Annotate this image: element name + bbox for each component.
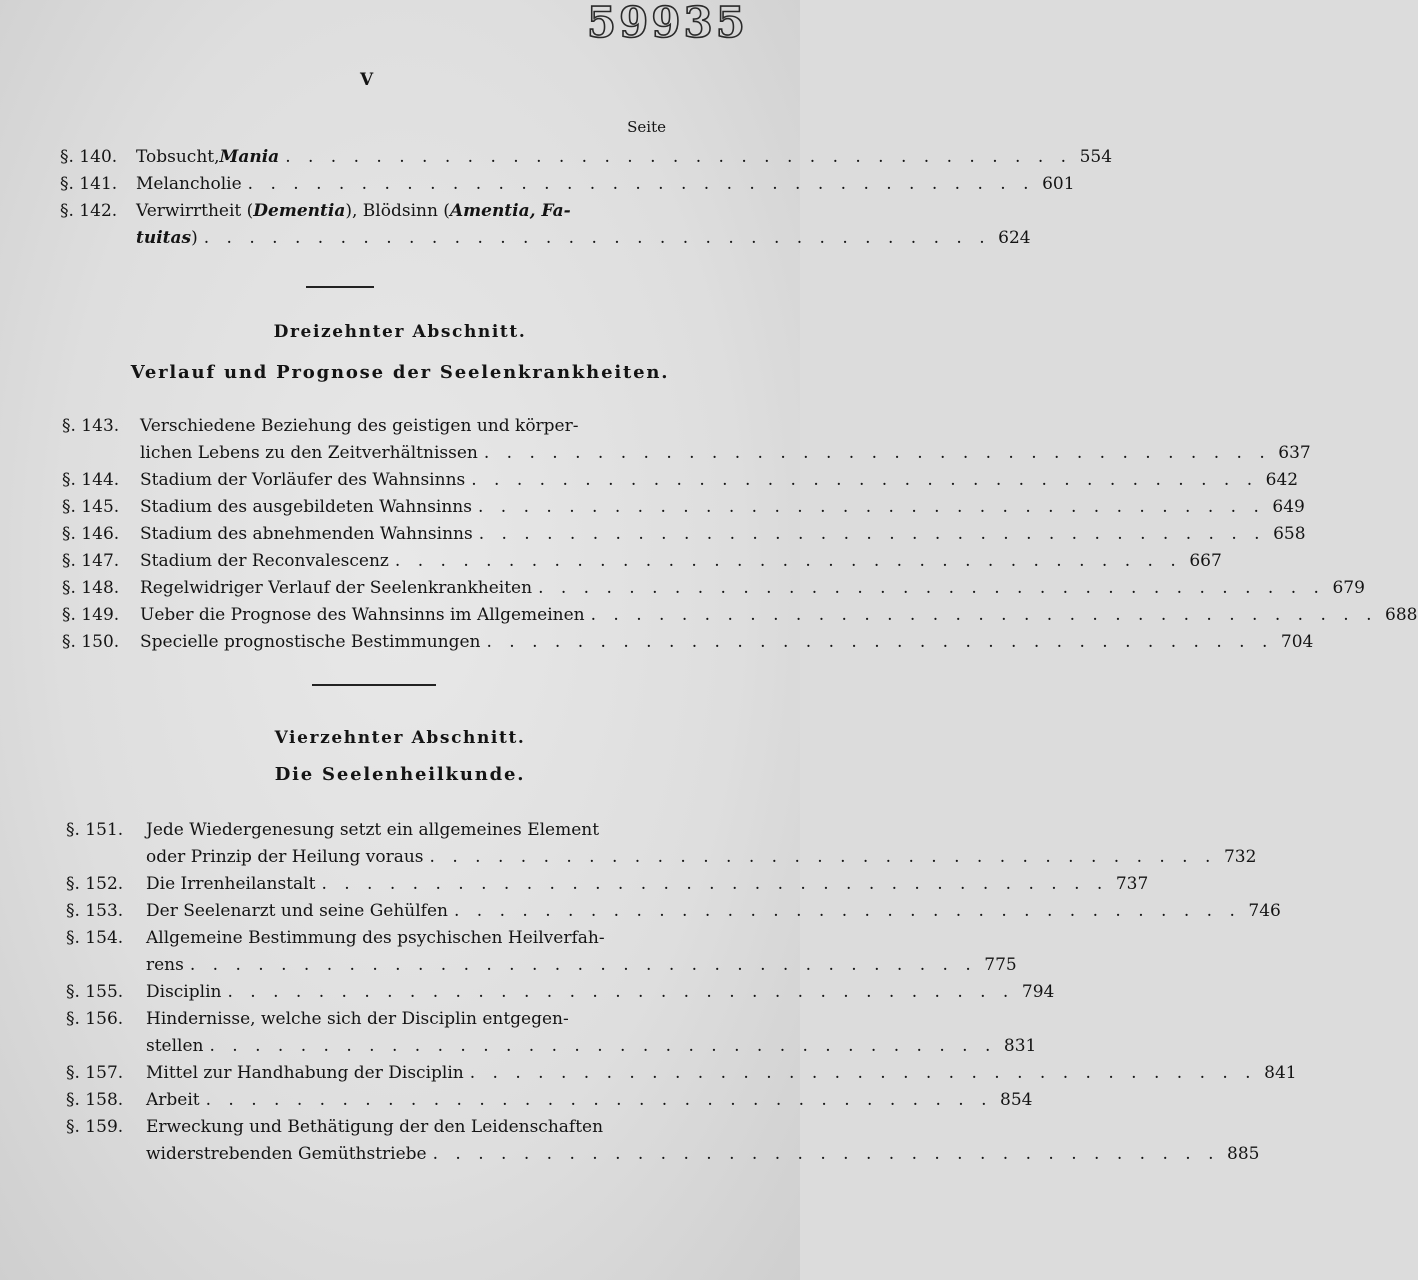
- toc-entry-line: [136, 226, 1031, 253]
- toc-entry: [62, 414, 1311, 468]
- toc-entry-line: [146, 1088, 1033, 1115]
- toc-entry: [62, 522, 1306, 549]
- page-number: 732: [1223, 847, 1257, 867]
- entry-title-text: Ueber die Prognose des Wahnsinns im Allgemeinen: [140, 605, 585, 625]
- paragraph-number: §. 145.: [62, 497, 120, 517]
- page-number: 841: [1264, 1063, 1297, 1083]
- paragraph-number: §. 159.: [66, 1117, 124, 1137]
- entry-title-text: ), Blödsinn (: [345, 201, 450, 221]
- toc-entry: [62, 603, 1418, 630]
- section-13-subtitle: Verlauf und Prognose der Seelenkrankheiten.: [130, 362, 670, 383]
- page-number: 794: [1021, 982, 1055, 1002]
- paragraph-number: §. 158.: [66, 1090, 124, 1110]
- page-number: 737: [1115, 874, 1149, 894]
- toc-entry-line: [136, 199, 668, 226]
- page-number: 637: [1278, 443, 1311, 463]
- toc-entry-line: [136, 172, 1075, 199]
- page-number: 679: [1332, 578, 1365, 598]
- toc-entry: [66, 926, 1017, 980]
- toc-entry: [66, 980, 1055, 1007]
- entry-title-text: ): [191, 228, 198, 248]
- paragraph-number: §. 144.: [62, 470, 120, 490]
- toc-entry-line: [140, 495, 1305, 522]
- page-number: 649: [1272, 497, 1305, 517]
- toc-entry-line: [146, 1061, 1297, 1088]
- toc-entry-line: [146, 845, 1257, 872]
- toc-entry-line: [140, 603, 1418, 630]
- toc-entry: [62, 468, 1299, 495]
- toc-entry: [66, 1061, 1297, 1088]
- toc-entry-line: [146, 926, 682, 953]
- dot-leader: . . . . . . . . . . . . . . . . . . . . . . . . . . . . . . . . . . .: [590, 605, 1378, 625]
- dot-leader: . . . . . . . . . . . . . . . . . . . . . . . . . . . . . . . . . . .: [247, 174, 1035, 194]
- page-number: 658: [1273, 524, 1306, 544]
- dot-leader: . . . . . . . . . . . . . . . . . . . . . . . . . . . . . . . . . . .: [189, 955, 977, 975]
- entry-title-text: lichen Lebens zu den Zeitverhältnissen: [140, 443, 478, 463]
- page-number: 688: [1385, 605, 1418, 625]
- paragraph-number: §. 154.: [66, 928, 124, 948]
- paragraph-number: §. 155.: [66, 982, 124, 1002]
- section-14-subtitle: Die Seelenheilkunde.: [274, 764, 526, 785]
- toc-entry: [62, 576, 1365, 603]
- entry-title-text: Arbeit: [146, 1090, 200, 1110]
- toc-entry-line: [146, 1115, 682, 1142]
- toc-entry: [66, 872, 1149, 899]
- page-number: 624: [998, 228, 1031, 248]
- seite-column-label: Seite: [627, 118, 666, 136]
- toc-entry-line: [146, 899, 1281, 926]
- page-number: 775: [984, 955, 1017, 975]
- paragraph-number: §. 141.: [60, 174, 118, 194]
- toc-entry: [62, 495, 1305, 522]
- toc-entry: [60, 172, 1075, 199]
- toc-entry-line: [140, 549, 1222, 576]
- dot-leader: . . . . . . . . . . . . . . . . . . . . . . . . . . . . . . . . . . .: [285, 147, 1073, 167]
- dot-leader: . . . . . . . . . . . . . . . . . . . . . . . . . . . . . . . . . . .: [321, 874, 1109, 894]
- toc-entry-line: [146, 1007, 682, 1034]
- dot-leader: . . . . . . . . . . . . . . . . . . . . . . . . . . . . . . . . . . .: [469, 1063, 1257, 1083]
- entry-title-text: Allgemeine Bestimmung des psychischen Heilverfah-: [146, 928, 605, 948]
- entry-title-italic: Dementia: [253, 201, 346, 221]
- page-number: 554: [1079, 147, 1113, 167]
- entry-title-italic: Mania: [219, 147, 280, 167]
- page-number: 885: [1227, 1144, 1260, 1164]
- dot-leader: . . . . . . . . . . . . . . . . . . . . . . . . . . . . . . . . . . .: [478, 524, 1266, 544]
- toc-entry: [62, 549, 1222, 576]
- toc-entry: [60, 199, 1031, 253]
- page-number: 704: [1280, 632, 1314, 652]
- entry-title-italic: Amentia, Fa-: [449, 201, 571, 221]
- entry-title-text: Mittel zur Handhabung der Disciplin: [146, 1063, 464, 1083]
- paragraph-number: §. 151.: [66, 820, 124, 840]
- toc-entry-line: [146, 953, 1017, 980]
- paragraph-number: §. 149.: [62, 605, 120, 625]
- dot-leader: . . . . . . . . . . . . . . . . . . . . . . . . . . . . . . . . . . .: [471, 470, 1259, 490]
- entry-title-text: Verschiedene Beziehung des geistigen und körper-: [140, 416, 579, 436]
- section-14-heading: Vierzehnter Abschnitt.: [274, 728, 526, 748]
- toc-entry-line: [146, 1142, 1260, 1169]
- paragraph-number: §. 153.: [66, 901, 124, 921]
- paragraph-number: §. 148.: [62, 578, 120, 598]
- entry-title-text: Jede Wiedergenesung setzt ein allgemeines Element: [146, 820, 600, 840]
- entry-title-text: Stadium der Vorläufer des Wahnsinns: [140, 470, 466, 490]
- entry-title-text: rens: [146, 955, 184, 975]
- entry-title-text: widerstrebenden Gemüthstriebe: [146, 1144, 427, 1164]
- toc-entry: [66, 1115, 1260, 1169]
- toc-entry-line: [146, 1034, 1037, 1061]
- paragraph-number: §. 157.: [66, 1063, 124, 1083]
- toc-entry-line: [146, 818, 682, 845]
- paragraph-number: §. 156.: [66, 1009, 124, 1029]
- toc-entry: [66, 1088, 1033, 1115]
- entry-title-text: oder Prinzip der Heilung voraus: [146, 847, 424, 867]
- dot-leader: . . . . . . . . . . . . . . . . . . . . . . . . . . . . . . . . . . .: [209, 1036, 997, 1056]
- entry-title-text: Regelwidriger Verlauf der Seelenkrankheiten: [140, 578, 533, 598]
- entry-title-text: Hindernisse, welche sich der Disciplin entgegen-: [146, 1009, 569, 1029]
- entry-title-text: Der Seelenarzt und seine Gehülfen: [146, 901, 448, 921]
- entry-title-text: Melancholie: [136, 174, 242, 194]
- divider-rule: [312, 684, 436, 686]
- entry-title-text: Tobsucht,: [136, 147, 220, 167]
- entry-title-text: Verwirrtheit (: [136, 201, 254, 221]
- toc-entry: [66, 1007, 1037, 1061]
- entry-title-text: Die Irrenheilanstalt: [146, 874, 316, 894]
- dot-leader: . . . . . . . . . . . . . . . . . . . . . . . . . . . . . . . . . . .: [205, 1090, 993, 1110]
- paragraph-number: §. 146.: [62, 524, 120, 544]
- dot-leader: . . . . . . . . . . . . . . . . . . . . . . . . . . . . . . . . . . .: [538, 578, 1325, 598]
- page-number: 746: [1248, 901, 1281, 921]
- toc-entry-line: [140, 414, 676, 441]
- page-number: 667: [1189, 551, 1222, 571]
- paragraph-number: §. 147.: [62, 551, 120, 571]
- dot-leader: . . . . . . . . . . . . . . . . . . . . . . . . . . . . . . . . . . .: [432, 1144, 1220, 1164]
- toc-entry-line: [140, 522, 1306, 549]
- section-13-heading: Dreizehnter Abschnitt.: [273, 322, 527, 342]
- toc-entry-line: [140, 576, 1365, 603]
- entry-title-text: Stadium der Reconvalescenz: [140, 551, 389, 571]
- paragraph-number: §. 142.: [60, 201, 118, 221]
- entry-title-text: stellen: [146, 1036, 204, 1056]
- page-number: 642: [1265, 470, 1299, 490]
- toc-entry: [66, 899, 1281, 926]
- entry-title-text: Stadium des abnehmenden Wahnsinns: [140, 524, 473, 544]
- dot-leader: . . . . . . . . . . . . . . . . . . . . . . . . . . . . . . . . . . .: [394, 551, 1182, 571]
- dot-leader: . . . . . . . . . . . . . . . . . . . . . . . . . . . . . . . . . . .: [453, 901, 1241, 921]
- toc-entry: [62, 630, 1314, 657]
- entry-title-text: Disciplin: [146, 982, 222, 1002]
- entry-title-italic: tuitas: [136, 228, 192, 248]
- divider-rule: [306, 286, 374, 288]
- paragraph-number: §. 152.: [66, 874, 124, 894]
- toc-entry-line: [146, 872, 1149, 899]
- entry-title-text: Erweckung und Bethätigung der den Leidenschaften: [146, 1117, 604, 1137]
- entry-title-text: Specielle prognostische Bestimmungen: [140, 632, 481, 652]
- page-number: 601: [1042, 174, 1075, 194]
- page-roman-numeral: V: [360, 70, 374, 90]
- paragraph-number: §. 140.: [60, 147, 118, 167]
- paragraph-number: §. 150.: [62, 632, 120, 652]
- toc-entry: [66, 818, 1257, 872]
- toc-entry: [60, 145, 1113, 172]
- entry-title-text: Stadium des ausgebildeten Wahnsinns: [140, 497, 472, 517]
- dot-leader: . . . . . . . . . . . . . . . . . . . . . . . . . . . . . . . . . . .: [227, 982, 1015, 1002]
- dot-leader: . . . . . . . . . . . . . . . . . . . . . . . . . . . . . . . . . . .: [203, 228, 991, 248]
- dot-leader: . . . . . . . . . . . . . . . . . . . . . . . . . . . . . . . . . . .: [477, 497, 1265, 517]
- dot-leader: . . . . . . . . . . . . . . . . . . . . . . . . . . . . . . . . . . .: [483, 443, 1271, 463]
- dot-leader: . . . . . . . . . . . . . . . . . . . . . . . . . . . . . . . . . . .: [486, 632, 1274, 652]
- paragraph-number: §. 143.: [62, 416, 120, 436]
- page-number: 854: [1000, 1090, 1033, 1110]
- toc-entry-line: [136, 145, 1113, 172]
- toc-entry-line: [140, 630, 1314, 657]
- toc-entry-line: [140, 468, 1299, 495]
- page-number: 831: [1003, 1036, 1037, 1056]
- library-stamp-number: 59935: [586, 0, 748, 47]
- toc-entry-line: [146, 980, 1055, 1007]
- toc-entry-line: [140, 441, 1311, 468]
- dot-leader: . . . . . . . . . . . . . . . . . . . . . . . . . . . . . . . . . . .: [429, 847, 1217, 867]
